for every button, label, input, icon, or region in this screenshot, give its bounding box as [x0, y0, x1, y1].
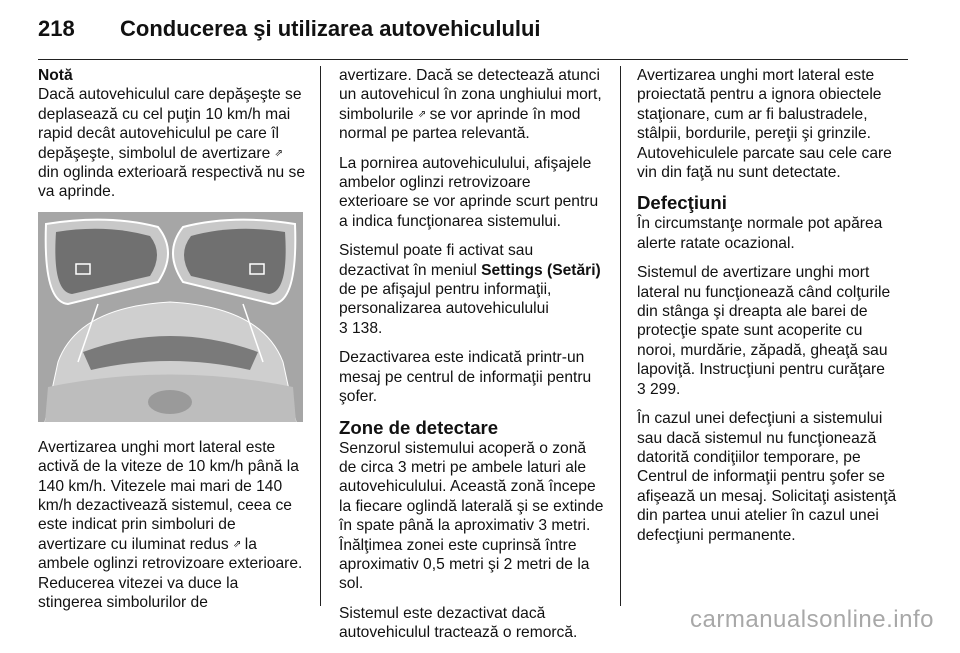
note-text-part2: din oglinda exterioară respectivă nu se va aprinde.: [38, 164, 305, 201]
paragraph: Senzorul sistemului acoperă o zonă de circa 3 metri pe ambele laturi ale autovehiculului. Această zonă începe la fiecare oglindă laterală şi se extinde în spate până la aproximativ 3 metri. Înălţimea zonei este cuprinsă între aproximativ 0,5 metri şi 2 metri de la sol.: [339, 439, 604, 593]
paragraph: Avertizarea unghi mort lateral este proiectată pentru a ignora obiectele staţionare, cum ar fi balustradele, stâlpii, bordurile, pereţii şi grinzile. Autovehiculele parcate sau cele care vin din faţă nu sunt detectate.: [637, 67, 892, 182]
section-heading-faults: Defecţiuni: [637, 192, 727, 214]
page-number: 218: [38, 16, 75, 41]
paragraph: [339, 66, 604, 144]
note-heading: Notă: [38, 67, 73, 84]
note-block: [38, 66, 305, 202]
page-header: [38, 10, 908, 50]
para-part1: Avertizarea unghi mort lateral este activă de la viteze de 10 km/h până la 140 km/h. Vitezele mai mari de 140 km/h dezactivează sistemul, ceea ce este indicat prin simboluri de avertizare cu iluminat redus: [38, 438, 299, 553]
paragraph: [339, 241, 604, 338]
blind-spot-warning-icon: ⇗: [417, 108, 426, 120]
paragraph: Sistemul este dezactivat dacă autovehiculul tractează o remorcă.: [339, 604, 578, 642]
section-heading-detection-zones: Zone de detectare: [339, 416, 499, 438]
paragraph: În circumstanţe normale pot apărea alerte ratate ocazional.: [637, 215, 883, 252]
settings-menu-name: Settings (Setări): [481, 261, 601, 279]
paragraph: Dezactivarea este indicată printr-un mesaj pe centrul de informaţii pentru şofer.: [339, 349, 592, 406]
paragraph: La pornirea autovehiculului, afişajele ambelor oglinzi retrovizoare exterioare se vor aprinde scurt pentru a indica funcţionarea sistemului.: [339, 154, 599, 230]
column-3: [637, 66, 905, 555]
watermark: carmanualsonline.info: [690, 606, 934, 633]
note-text-part1: Dacă autovehiculul care depăşeşte se deplasează cu cel puţin 10 km/h mai rapid decât autovehiculul pe care îl depăşeşte, simbolul de avertizare: [38, 86, 302, 162]
para-part2: la ambele oglinzi retrovizoare exterioare. Reducerea vitezei va duce la stingerea simbolurilor de: [38, 535, 303, 612]
paragraph: În cazul unei defecţiuni a sistemului sau dacă sistemul nu funcţionează datorită condiţiilor temporare, pe Centrul de informaţii pentru şofer se afişează un mesaj. Solicitaţi asistenţă din partea unui atelier în cazul unei defecţiuni permanente.: [637, 410, 897, 544]
column-1: [38, 66, 305, 623]
text-span: Sistemul poate fi activat sau dezactivat în meniul: [339, 242, 534, 279]
text-span: avertizare. Dacă se detectează atunci un autovehicul în zona unghiului mort, simbolurile: [339, 67, 602, 123]
text-span: Sistemul de avertizare unghi mort lateral nu funcţionează când colţurile din stânga şi dreapta ale barei de protecţie spate sunt acoperite cu noroi, murdărie, zăpadă, gheaţă sau lapoviţă. Instrucţiuni pentru curăţare: [637, 264, 891, 379]
column-divider-1: [320, 66, 321, 606]
page-title: Conducerea şi utilizarea autovehiculului: [120, 16, 541, 41]
blind-spot-warning-icon: ⇗: [274, 147, 283, 159]
paragraph: [637, 263, 905, 399]
text-span: de pe afişajul pentru informaţii, personalizarea autovehiculului: [339, 281, 552, 318]
speed-range-paragraph: [38, 438, 305, 613]
column-2: [339, 66, 604, 653]
page-reference-link[interactable]: 3 138.: [339, 319, 383, 337]
blind-spot-warning-icon: ⇗: [233, 538, 241, 550]
mirror-illustration: [38, 212, 303, 422]
column-divider-2: [620, 66, 621, 606]
text-span: se vor aprinde în mod normal pe partea relevantă.: [339, 105, 581, 143]
header-divider: [38, 59, 908, 60]
page-reference-link[interactable]: 3 299.: [637, 380, 681, 398]
